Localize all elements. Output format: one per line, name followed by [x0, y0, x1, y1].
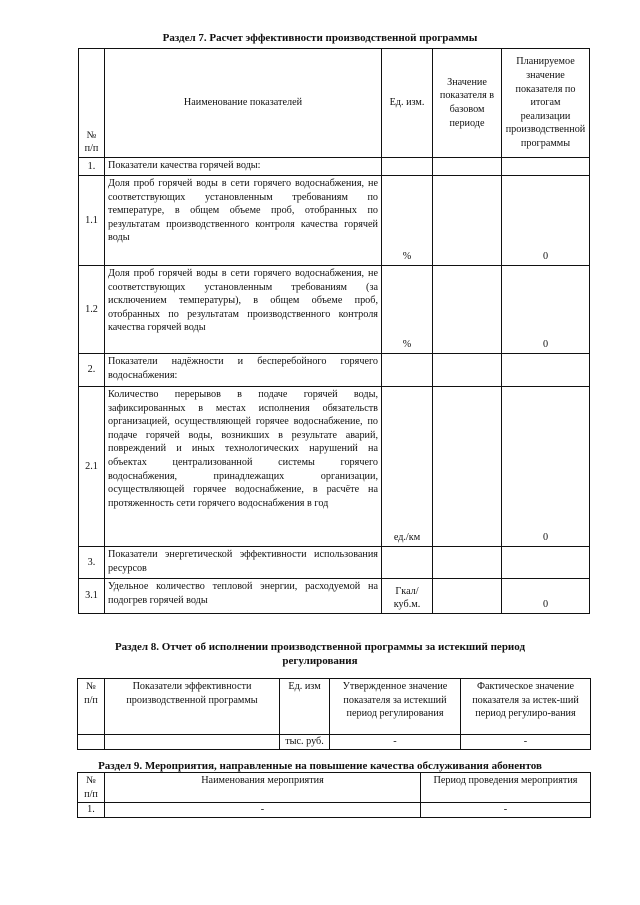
- table-row: [79, 266, 590, 354]
- col-header-period: Период проведения мероприятия: [421, 773, 591, 803]
- row-unit: %: [382, 266, 433, 354]
- col-header-base: Значение показателя в базовом периоде: [433, 49, 502, 158]
- col-header-name: Наименования мероприятия: [105, 773, 421, 803]
- table-row: [79, 387, 590, 547]
- col-header-approved: Утвержденное значение показателя за истекший период регулирования: [330, 679, 461, 735]
- row-num: 1.1: [79, 176, 105, 266]
- row-planned: [502, 354, 590, 387]
- section9-table: [77, 772, 591, 818]
- row-unit: %: [382, 176, 433, 266]
- section7-title: Раздел 7. Расчет эффективности производственной программы: [162, 32, 478, 44]
- row-name: Показатели энергетической эффективности использования ресурсов: [105, 547, 382, 579]
- row-unit: [382, 547, 433, 579]
- row-base: [433, 579, 502, 614]
- row-name: Показатели надёжности и бесперебойного горячего водоснабжения:: [105, 354, 382, 387]
- table-row: [78, 803, 591, 818]
- col-header-num: № п/п: [78, 679, 105, 735]
- section7-table: [78, 48, 590, 614]
- row-name: Доля проб горячей воды в сети горячего водоснабжения, не соответствующих установленным требованиям (за исключением температуры), в общем объеме проб, отобранных по результатам производственного контроля качества горячей воды: [105, 266, 382, 354]
- col-header-actual: Фактическое значение показателя за истек-ший период регулиро-вания: [461, 679, 591, 735]
- table-row: [79, 547, 590, 579]
- col-header-num: № п/п: [79, 49, 105, 158]
- section8-title-line2: регулирования: [282, 655, 358, 667]
- col-header-unit: Ед. изм.: [382, 49, 433, 158]
- row-planned: [502, 158, 590, 176]
- section9-title: Раздел 9. Мероприятия, направленные на повышение качества обслуживания абонентов: [98, 760, 542, 772]
- row-base: [433, 176, 502, 266]
- row-planned: 0: [502, 579, 590, 614]
- table-row: [78, 735, 591, 750]
- section8-title: [0, 640, 640, 668]
- row-num: 1.: [78, 803, 105, 818]
- row-num: [78, 735, 105, 750]
- row-num: 1.2: [79, 266, 105, 354]
- row-name: Количество перерывов в подаче горячей воды, зафиксированных в местах исполнения обязательств организацией, осуществляющей горячее водоснабжение, по подаче горячей воды, возникших в результате аварий, повреждений и иных технологических нарушений на объектах централизованной системы горячего водоснабжения, принадлежащих организации, осуществляющей горячее водоснабжение, в расчёте на протяженность сети горячего водоснабжения в год: [105, 387, 382, 547]
- row-planned: [502, 547, 590, 579]
- row-base: [433, 547, 502, 579]
- row-indicator: [105, 735, 280, 750]
- row-unit: [382, 158, 433, 176]
- row-name: -: [105, 803, 421, 818]
- row-planned: 0: [502, 387, 590, 547]
- row-unit: Гкал/ куб.м.: [382, 579, 433, 614]
- row-num: 2.1: [79, 387, 105, 547]
- row-num: 1.: [79, 158, 105, 176]
- table-header-row: [78, 773, 591, 803]
- row-base: [433, 158, 502, 176]
- row-name: Доля проб горячей воды в сети горячего водоснабжения, не соответствующих установленным требованиям по температуре, в общем объеме проб, отобранных по результатам производственного контроля качества горячей воды: [105, 176, 382, 266]
- table-header-row: [78, 679, 591, 735]
- row-unit: [382, 354, 433, 387]
- row-num: 3.1: [79, 579, 105, 614]
- row-name: Удельное количество тепловой энергии, расходуемой на подогрев горячей воды: [105, 579, 382, 614]
- row-num: 3.: [79, 547, 105, 579]
- row-planned: 0: [502, 176, 590, 266]
- section8-table: [77, 678, 591, 750]
- col-header-planned: Планируемое значение показателя по итогам реализации производственной программы: [502, 49, 590, 158]
- table-row: [79, 158, 590, 176]
- row-actual: -: [461, 735, 591, 750]
- row-unit: тыс. руб.: [280, 735, 330, 750]
- col-header-name: Наименование показателей: [105, 49, 382, 158]
- table-row: [79, 354, 590, 387]
- table-header-row: [79, 49, 590, 158]
- row-planned: 0: [502, 266, 590, 354]
- section8-title-line1: Раздел 8. Отчет об исполнении производственной программы за истекший период: [114, 641, 526, 653]
- row-num: 2.: [79, 354, 105, 387]
- table-row: [79, 579, 590, 614]
- row-base: [433, 387, 502, 547]
- row-base: [433, 266, 502, 354]
- row-unit: ед./км: [382, 387, 433, 547]
- row-period: -: [421, 803, 591, 818]
- col-header-unit: Ед. изм: [280, 679, 330, 735]
- col-header-indicator: Показатели эффективности производственной программы: [105, 679, 280, 735]
- row-name: Показатели качества горячей воды:: [105, 158, 382, 176]
- col-header-num: № п/п: [78, 773, 105, 803]
- row-approved: -: [330, 735, 461, 750]
- table-row: [79, 176, 590, 266]
- row-base: [433, 354, 502, 387]
